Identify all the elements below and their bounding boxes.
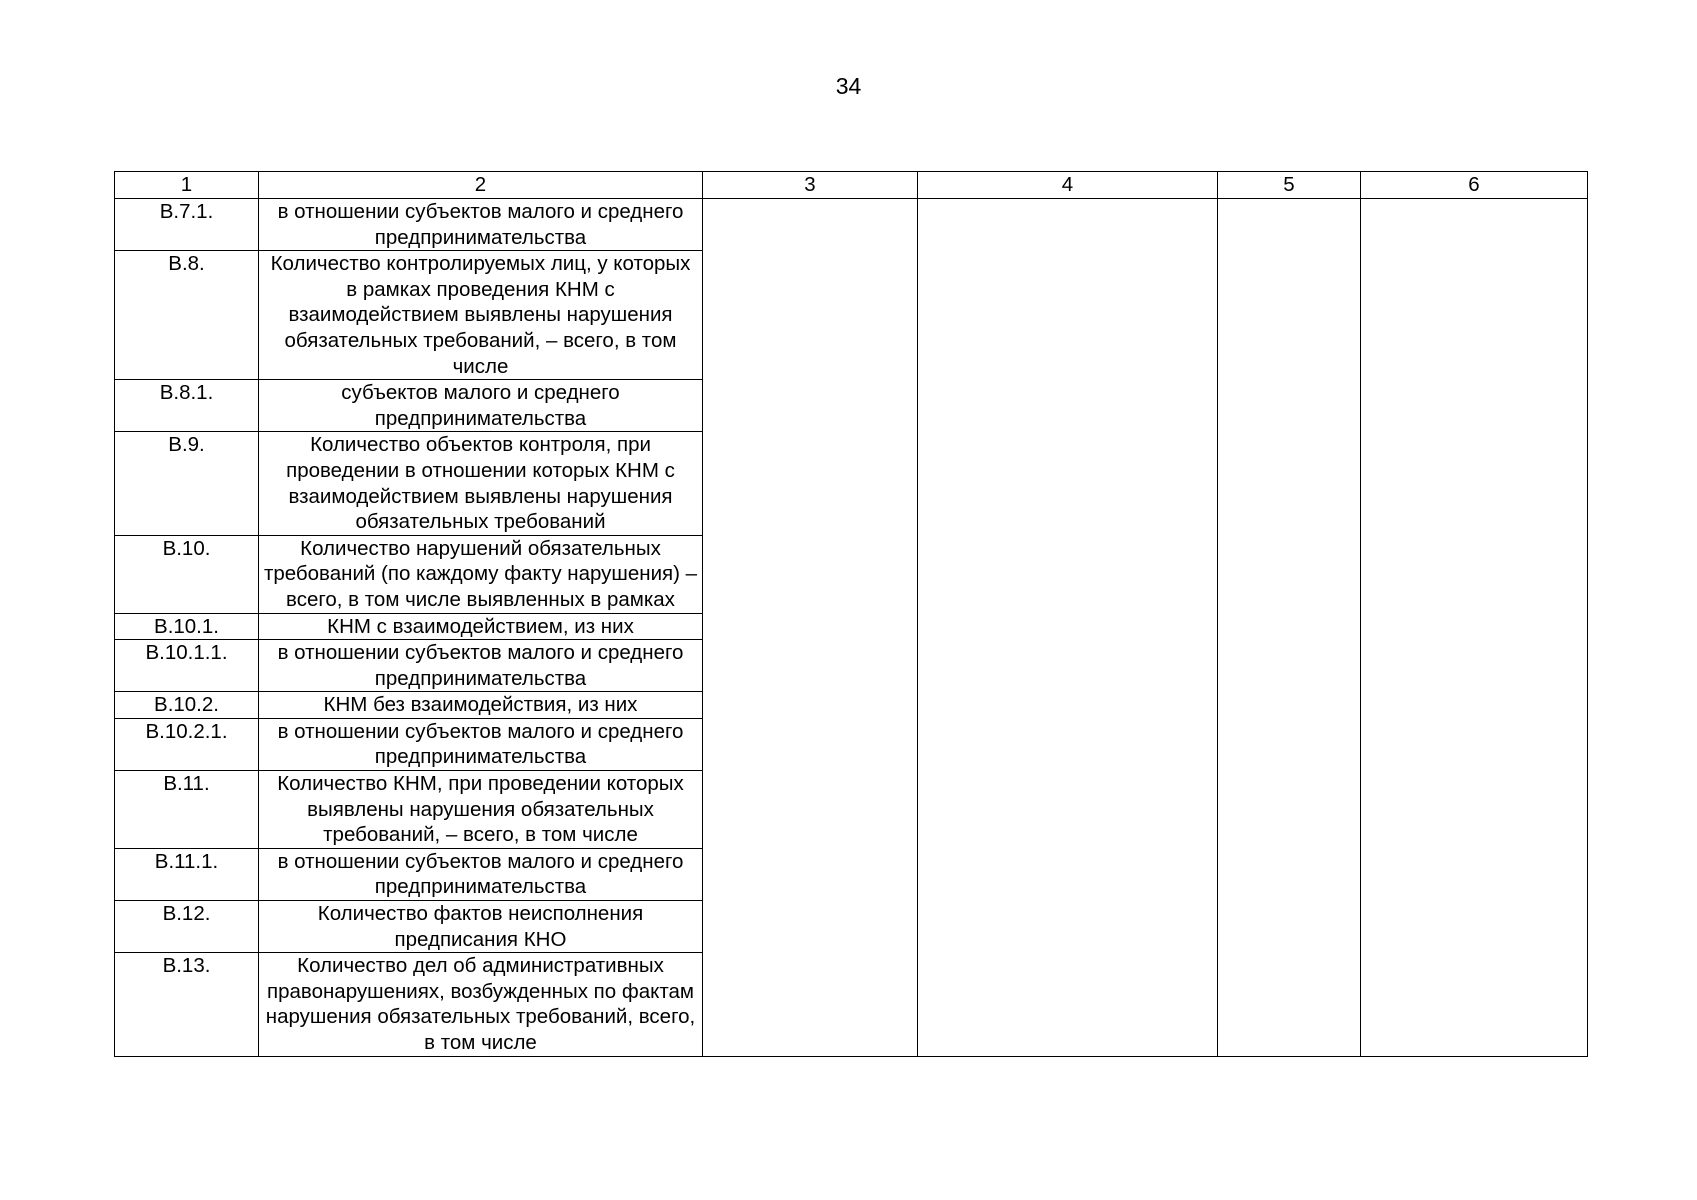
column-5-cell xyxy=(1218,199,1361,1057)
column-header: 1 xyxy=(115,172,259,199)
row-indicator-cell: в отношении субъектов малого и среднего предпринимательства xyxy=(259,718,703,770)
row-indicator-cell: Количество контролируемых лиц, у которых в рамках проведения КНМ с взаимодействием выявлены нарушения обязательных требований, – всего, в том числе xyxy=(259,251,703,380)
row-code-cell: В.12. xyxy=(115,901,259,953)
row-indicator-cell: Количество объектов контроля, при проведении в отношении которых КНМ с взаимодействием выявлены нарушения обязательных требований xyxy=(259,432,703,535)
column-4-cell xyxy=(918,199,1218,1057)
row-indicator-cell: Количество фактов неисполнения предписания КНО xyxy=(259,901,703,953)
row-code-cell: В.10. xyxy=(115,535,259,613)
row-code-cell: В.10.1.1. xyxy=(115,640,259,692)
row-indicator-cell: в отношении субъектов малого и среднего предпринимательства xyxy=(259,848,703,900)
column-header: 4 xyxy=(918,172,1218,199)
row-code-cell: В.9. xyxy=(115,432,259,535)
row-indicator-cell: Количество КНМ, при проведении которых выявлены нарушения обязательных требований, – всего, в том числе xyxy=(259,771,703,849)
row-code-cell: В.7.1. xyxy=(115,199,259,251)
row-indicator-cell: в отношении субъектов малого и среднего предпринимательства xyxy=(259,199,703,251)
row-code-cell: В.11.1. xyxy=(115,848,259,900)
row-code-cell: В.10.1. xyxy=(115,613,259,640)
table-row xyxy=(115,199,1588,251)
row-code-cell: В.10.2. xyxy=(115,692,259,719)
row-code-cell: В.8. xyxy=(115,251,259,380)
column-header: 3 xyxy=(703,172,918,199)
row-indicator-cell: Количество дел об административных правонарушениях, возбужденных по фактам нарушения обязательных требований, всего, в том числе xyxy=(259,953,703,1056)
row-code-cell: В.8.1. xyxy=(115,380,259,432)
column-header: 6 xyxy=(1361,172,1588,199)
column-header: 2 xyxy=(259,172,703,199)
row-indicator-cell: Количество нарушений обязательных требований (по каждому факту нарушения) – всего, в том числе выявленных в рамках xyxy=(259,535,703,613)
row-code-cell: В.13. xyxy=(115,953,259,1056)
page-number: 34 xyxy=(835,73,862,99)
report-table xyxy=(114,171,1588,1057)
row-indicator-cell: субъектов малого и среднего предпринимательства xyxy=(259,380,703,432)
row-indicator-cell: в отношении субъектов малого и среднего предпринимательства xyxy=(259,640,703,692)
row-indicator-cell: КНМ без взаимодействия, из них xyxy=(259,692,703,719)
row-code-cell: В.11. xyxy=(115,771,259,849)
column-6-cell xyxy=(1361,199,1588,1057)
row-indicator-cell: КНМ с взаимодействием, из них xyxy=(259,613,703,640)
table-header-row xyxy=(115,172,1588,199)
column-3-cell xyxy=(703,199,918,1057)
column-header: 5 xyxy=(1218,172,1361,199)
row-code-cell: В.10.2.1. xyxy=(115,718,259,770)
